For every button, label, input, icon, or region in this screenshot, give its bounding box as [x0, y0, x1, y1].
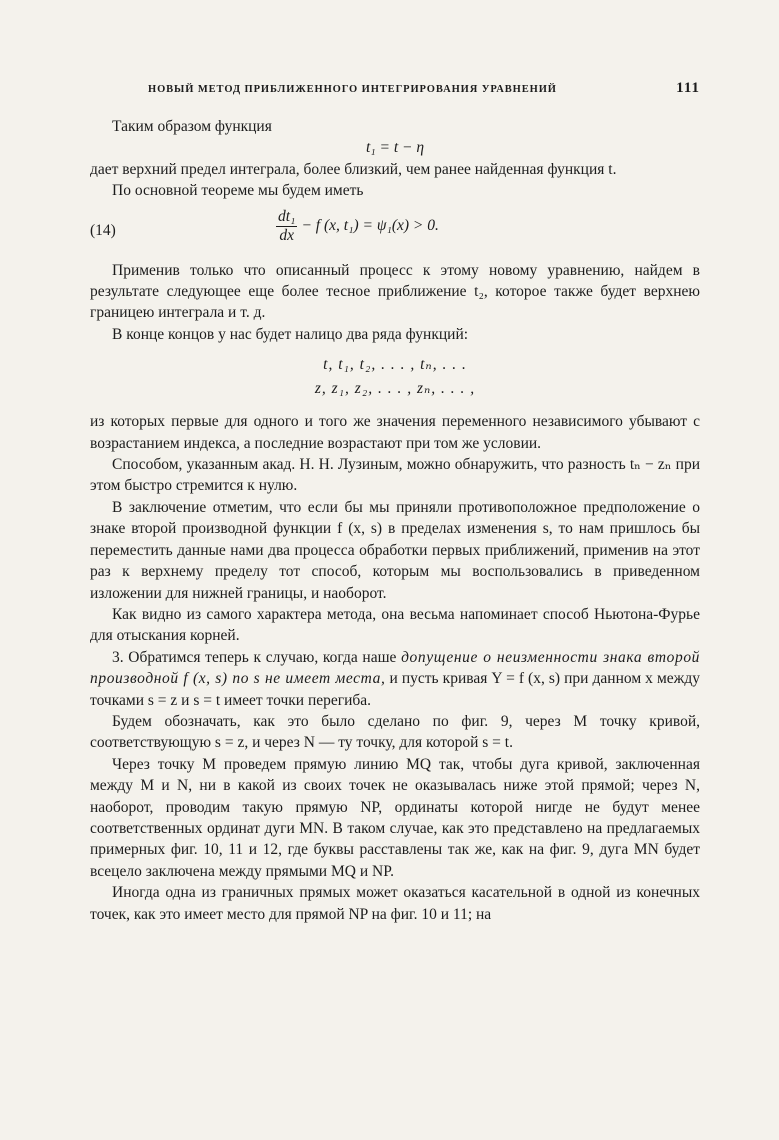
paragraph: В конце концов у нас будет налицо два ряда функций:	[112, 325, 469, 343]
fraction-denominator: dx	[279, 226, 295, 244]
equation-number: (14)	[90, 221, 116, 239]
paragraph: Применив только что описанный процесс к этому новому уравнению, найдем в результате следующее еще более тесное приближение t₂, которое также будет верхнею границею интеграла и т. д.	[90, 261, 700, 322]
running-title: НОВЫЙ МЕТОД ПРИБЛИЖЕННОГО ИНТЕГРИРОВАНИЯ УРАВНЕНИЙ	[148, 84, 557, 95]
fraction	[276, 208, 297, 245]
page-body	[90, 116, 700, 925]
page-number: 111	[676, 80, 700, 96]
page-header	[148, 80, 700, 97]
equation-rest: − f (x, t₁) = ψ₁(x) > 0.	[301, 217, 439, 235]
equation-14	[90, 208, 700, 252]
section-3-end: и пусть кривая Y = f (x, s) при данном x между точками s = z и s = t имеет точки перегиба.	[90, 670, 701, 709]
emphasized-assumption: допущение о неизменности знака второй производной f (x, s) по s не имеет места,	[90, 648, 701, 688]
paragraph: Будем обозначать, как это было сделано по фиг. 9, через M точку кривой, соответствующую s = z, и через N — ту точку, для которой s = t.	[90, 712, 700, 752]
paragraph: из которых первые для одного и того же значения переменного независимого убывают с возрастанием индекса, а последние возрастают при том же условии.	[90, 413, 700, 452]
paragraph: По основной теореме мы будем иметь	[112, 182, 364, 200]
fraction-numerator: dt₁	[278, 207, 296, 225]
paragraph: Таким образом функция	[112, 118, 272, 135]
paragraph-section-3	[90, 647, 700, 711]
paragraph: дает верхний предел интеграла, более близкий, чем ранее найденная функция t.	[90, 160, 617, 178]
paragraph: Иногда одна из граничных прямых может оказаться касательной в одной из конечных точек, как это имеет место для прямой NP на фиг. 10 и 11; на	[90, 884, 700, 923]
function-series	[90, 353, 700, 401]
paragraph: Способом, указанным акад. Н. Н. Лузиным, можно обнаружить, что разность tₙ − zₙ при этом быстро стремится к нулю.	[90, 456, 700, 495]
series-upper: t, t₁, t₂, . . . , tₙ, . . .	[323, 356, 467, 374]
section-3-start: 3. Обратимся теперь к случаю, когда наше	[112, 648, 397, 666]
paragraph: В заключение отметим, что если бы мы приняли противоположное предположение о знаке второй производной функции f (x, s) в пределах изменения s, то нам пришлось бы переместить данные нами два процесса обработки первых приближений, применив на этот раз к верхнему пределу тот способ, которым мы воспользовались в приведенном изложении для нижней границы, и наоборот.	[90, 498, 700, 602]
equation-body	[276, 208, 439, 245]
paragraph: Через точку M проведем прямую линию MQ так, чтобы дуга кривой, заключенная между M и N, ни в какой из своих точек не оказывалась ниже этой прямой; через N, наоборот, проводим такую прямую NP, ординаты которой нигде не будут менее соответственных ординат дуги MN. В таком случае, как это представлено на предлагаемых примерных фиг. 10, 11 и 12, где буквы расставлены так же, как на фиг. 9, дуга MN будет всецело заключена между прямыми MQ и NP.	[90, 755, 700, 880]
formula-t1: t₁ = t − η	[365, 139, 425, 157]
series-lower: z, z₁, z₂, . . . , zₙ, . . . ,	[314, 380, 476, 398]
paragraph: Как видно из самого характера метода, она весьма напоминает способ Ньютона-Фурье для отыскания корней.	[90, 605, 700, 645]
